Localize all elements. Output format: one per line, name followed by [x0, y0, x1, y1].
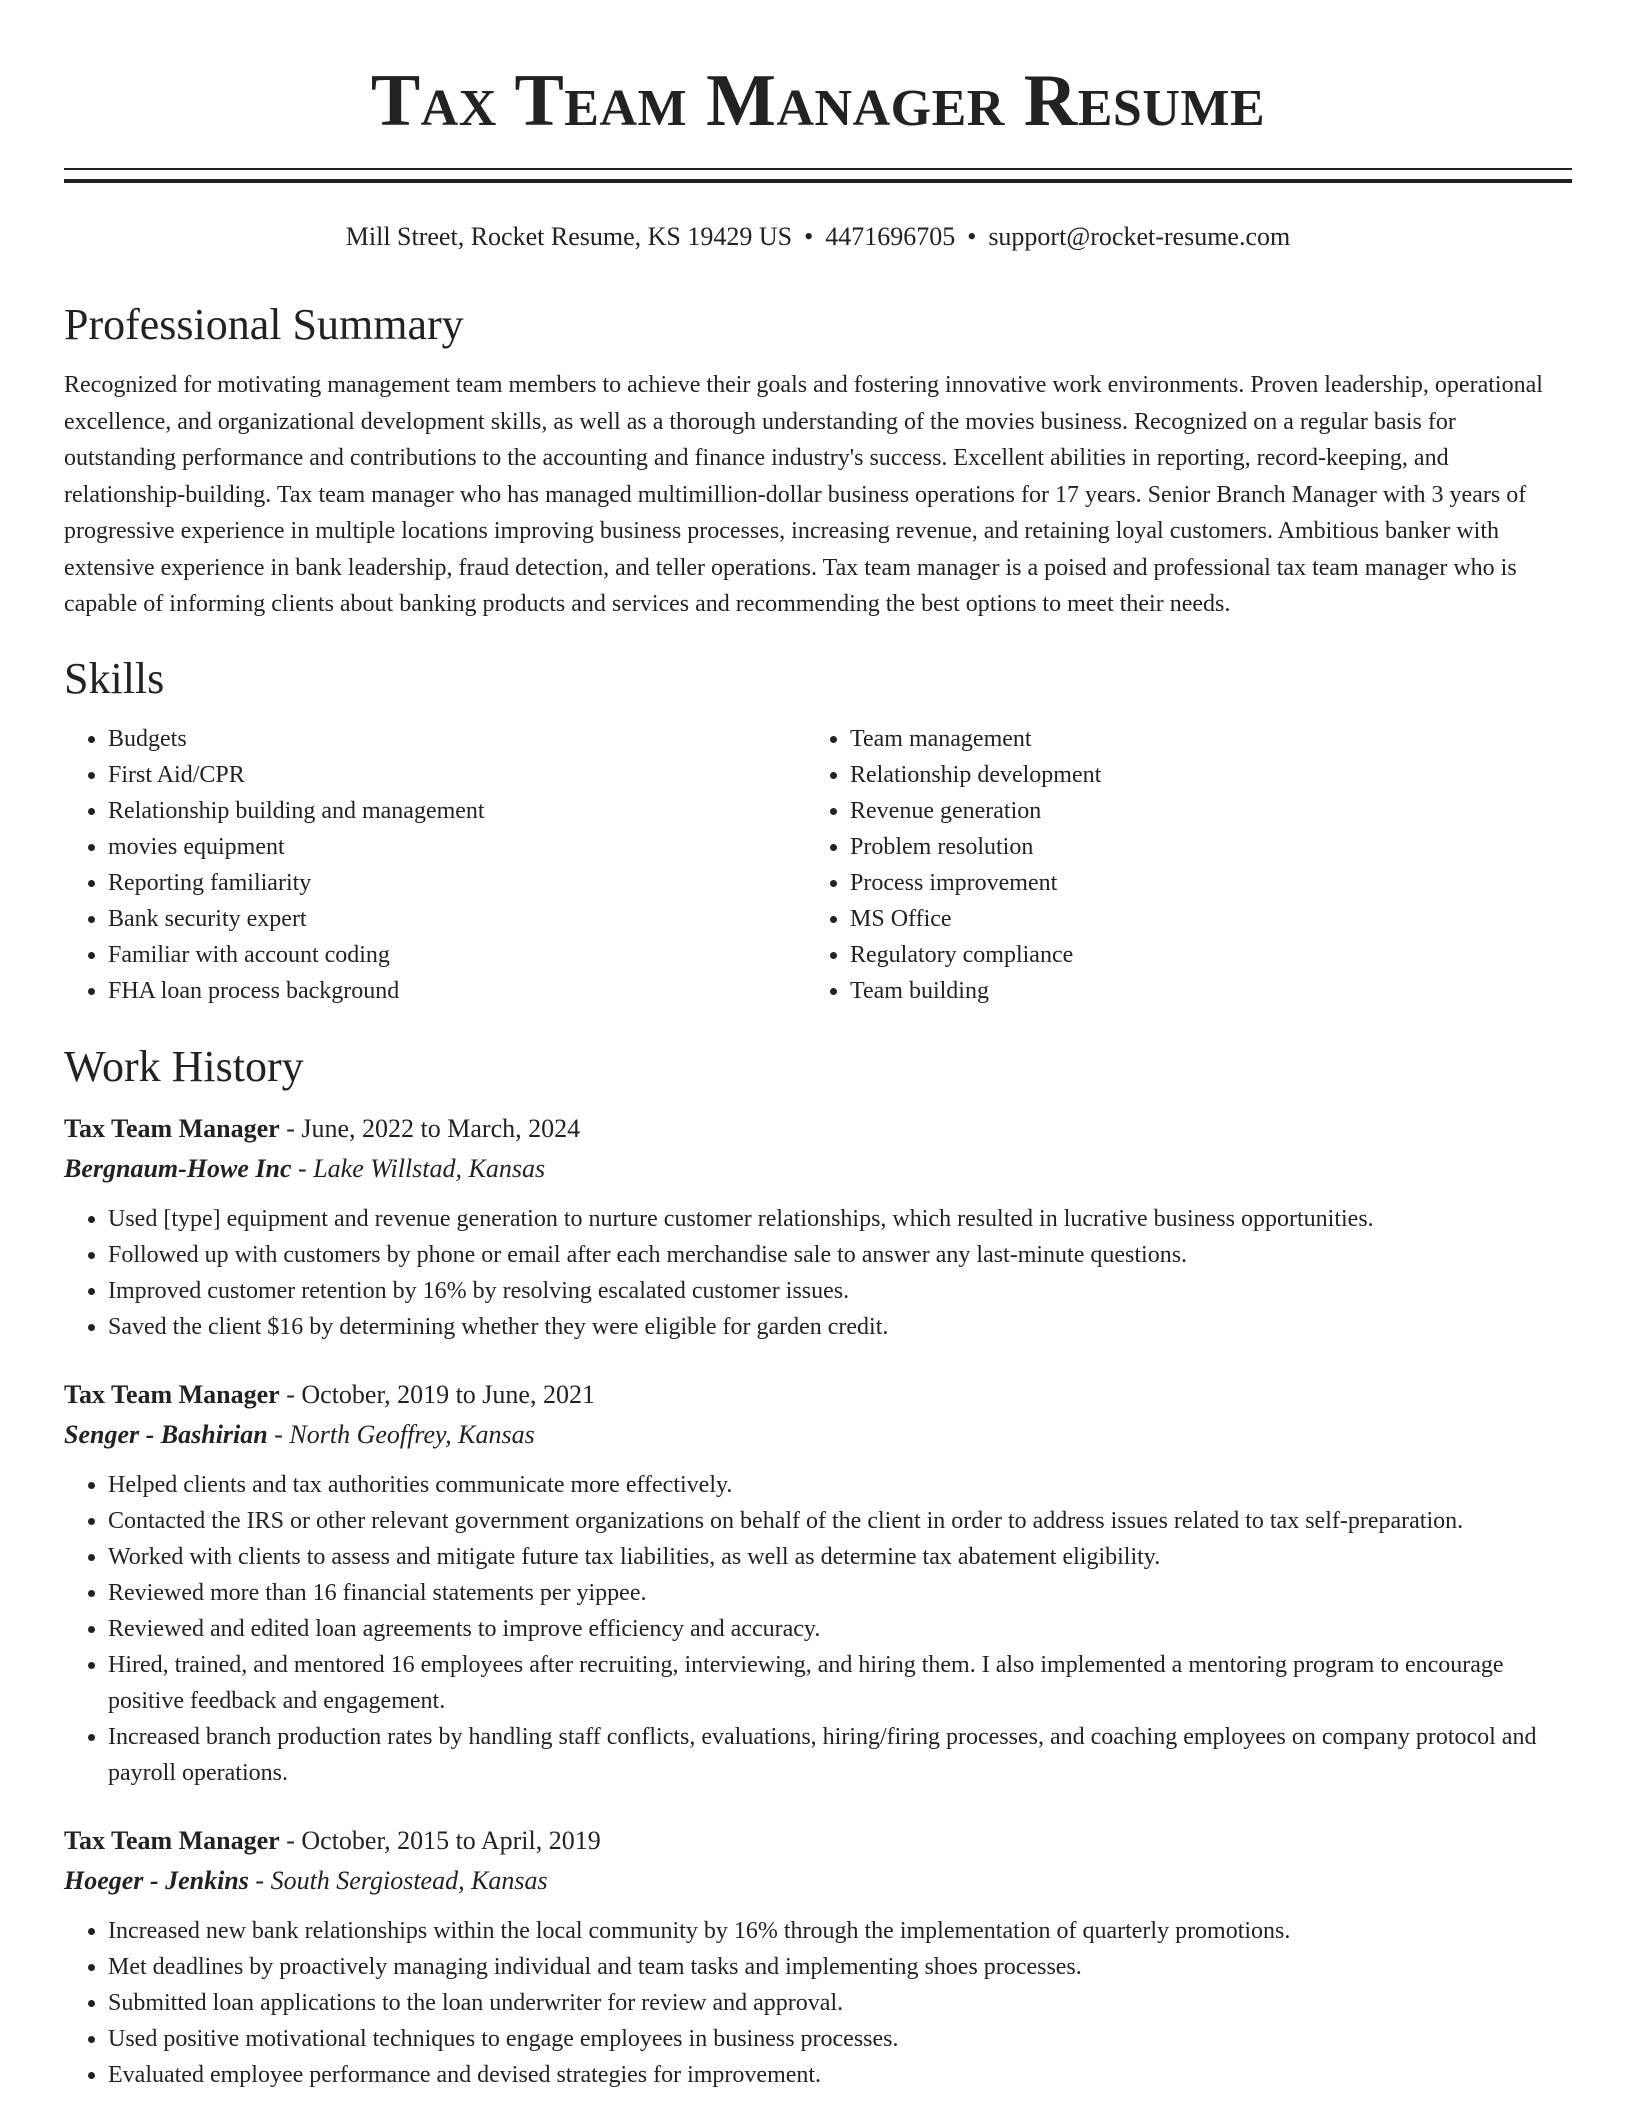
job-bullet: • Submitted loan applications to the loan underwriter for review and approval.	[108, 1985, 1572, 2021]
job-bullet: • Reviewed and edited loan agreements to improve efficiency and accuracy.	[108, 1611, 1572, 1647]
skills-list-right	[808, 721, 1550, 1009]
job-title: Tax Team Manager	[64, 1379, 280, 1409]
contact-separator: •	[804, 222, 814, 251]
job-title-line: Tax Team Manager - October, 2015 to April, 2019	[64, 1825, 601, 1855]
contact-address: Mill Street, Rocket Resume, KS 19429 US	[345, 222, 793, 251]
job-location: Lake Willstad, Kansas	[313, 1153, 546, 1183]
skill-item: • Familiar with account coding	[108, 937, 808, 973]
job-dates: June, 2022 to March, 2024	[301, 1113, 581, 1143]
skill-item: • Revenue generation	[850, 793, 1550, 829]
job-bullet: • Met deadlines by proactively managing individual and team tasks and implementing shoes processes.	[108, 1949, 1572, 1985]
job-dates: October, 2015 to April, 2019	[301, 1825, 601, 1855]
summary-text: Recognized for motivating management team members to achieve their goals and fostering innovative work environments. Proven leadership, operational excellence, and organizational development skills, as well as a thorough understanding of the movies business. Recognized on a regular basis for outstanding performance and contributions to the accounting and finance industry's success. Excellent abilities in reporting, record-keeping, and relationship-building. Tax team manager who has managed multimillion-dollar business operations for 17 years. Senior Branch Manager with 3 years of progressive experience in multiple locations improving business processes, increasing revenue, and retaining loyal customers. Ambitious banker with extensive experience in bank leadership, fraud detection, and teller operations. Tax team manager is a poised and professional tax team manager who is capable of informing clients about banking products and services and recommending the best options to meet their needs.	[64, 372, 1543, 617]
contact-line	[64, 217, 1572, 257]
skill-item: • Reporting familiarity	[108, 865, 808, 901]
work-history-section	[64, 1039, 1572, 2093]
skill-item: • Relationship development	[850, 757, 1550, 793]
skill-item: • Team management	[850, 721, 1550, 757]
job-bullet: • Increased branch production rates by handling staff conflicts, evaluations, hiring/firing processes, and coaching employees on company protocol and payroll operations.	[108, 1719, 1572, 1791]
skill-item: • Budgets	[108, 721, 808, 757]
job-company: Hoeger - Jenkins	[64, 1865, 249, 1895]
job-bullet: • Evaluated employee performance and devised strategies for improvement.	[108, 2057, 1572, 2093]
resume-page	[64, 0, 1572, 2093]
job-bullet: • Worked with clients to assess and mitigate future tax liabilities, as well as determine tax abatement eligibility.	[108, 1539, 1572, 1575]
skill-item: • FHA loan process background	[108, 973, 808, 1009]
skill-item: • Process improvement	[850, 865, 1550, 901]
contact-phone: 4471696705	[825, 222, 956, 251]
skill-item: • Problem resolution	[850, 829, 1550, 865]
job-bullet: • Helped clients and tax authorities communicate more effectively.	[108, 1467, 1572, 1503]
title-divider	[64, 168, 1572, 183]
skill-item: • Team building	[850, 973, 1550, 1009]
job-bullet: • Saved the client $16 by determining whether they were eligible for garden credit.	[108, 1309, 1572, 1345]
job-company: Senger - Bashirian	[64, 1419, 268, 1449]
job-company: Bergnaum-Howe Inc	[64, 1153, 292, 1183]
section-heading: Skills	[64, 653, 165, 703]
job-dates: October, 2019 to June, 2021	[301, 1379, 595, 1409]
job-location: North Geoffrey, Kansas	[289, 1419, 535, 1449]
skill-item: • First Aid/CPR	[108, 757, 808, 793]
job-bullet: • Contacted the IRS or other relevant government organizations on behalf of the client in order to address issues related to tax self-preparation.	[108, 1503, 1572, 1539]
contact-separator: •	[967, 222, 977, 251]
skill-item: • Bank security expert	[108, 901, 808, 937]
skills-section	[64, 651, 1572, 1009]
job-bullet: • Used positive motivational techniques to engage employees in business processes.	[108, 2021, 1572, 2057]
resume-title: Tax Team Manager Resume	[370, 60, 1266, 142]
job-bullets	[64, 1913, 1572, 2093]
job-bullets	[64, 1467, 1572, 1791]
job-company-line: Hoeger - Jenkins - South Sergiostead, Kansas	[64, 1865, 548, 1895]
contact-email: support@rocket-resume.com	[988, 222, 1291, 251]
job-bullet: • Hired, trained, and mentored 16 employees after recruiting, interviewing, and hiring them. I also implemented a mentoring program to encourage positive feedback and engagement.	[108, 1647, 1572, 1719]
job-company-line: Bergnaum-Howe Inc - Lake Willstad, Kansas	[64, 1153, 546, 1183]
skills-list-left	[64, 721, 808, 1009]
job-title-line: Tax Team Manager - October, 2019 to June, 2021	[64, 1379, 595, 1409]
job-bullet: • Reviewed more than 16 financial statements per yippee.	[108, 1575, 1572, 1611]
job-entry	[64, 1109, 1572, 1345]
job-entry	[64, 1821, 1572, 2093]
job-location: South Sergiostead, Kansas	[270, 1865, 548, 1895]
job-bullet: • Followed up with customers by phone or email after each merchandise sale to answer any last-minute questions.	[108, 1237, 1572, 1273]
job-title: Tax Team Manager	[64, 1825, 280, 1855]
job-company-line: Senger - Bashirian - North Geoffrey, Kansas	[64, 1419, 535, 1449]
section-heading: Work History	[64, 1041, 304, 1091]
skill-item: • Regulatory compliance	[850, 937, 1550, 973]
job-bullet: • Increased new bank relationships within the local community by 16% through the implementation of quarterly promotions.	[108, 1913, 1572, 1949]
job-entry	[64, 1375, 1572, 1791]
skills-columns	[64, 721, 1572, 1009]
job-title: Tax Team Manager	[64, 1113, 280, 1143]
skill-item: • movies equipment	[108, 829, 808, 865]
section-heading: Professional Summary	[64, 300, 464, 349]
job-bullets	[64, 1201, 1572, 1345]
skill-item: • MS Office	[850, 901, 1550, 937]
job-bullet: • Used [type] equipment and revenue generation to nurture customer relationships, which resulted in lucrative business opportunities.	[108, 1201, 1572, 1237]
professional-summary-section	[64, 297, 1572, 623]
skill-item: • Relationship building and management	[108, 793, 808, 829]
job-bullet: • Improved customer retention by 16% by resolving escalated customer issues.	[108, 1273, 1572, 1309]
job-title-line: Tax Team Manager - June, 2022 to March, 2024	[64, 1113, 581, 1143]
